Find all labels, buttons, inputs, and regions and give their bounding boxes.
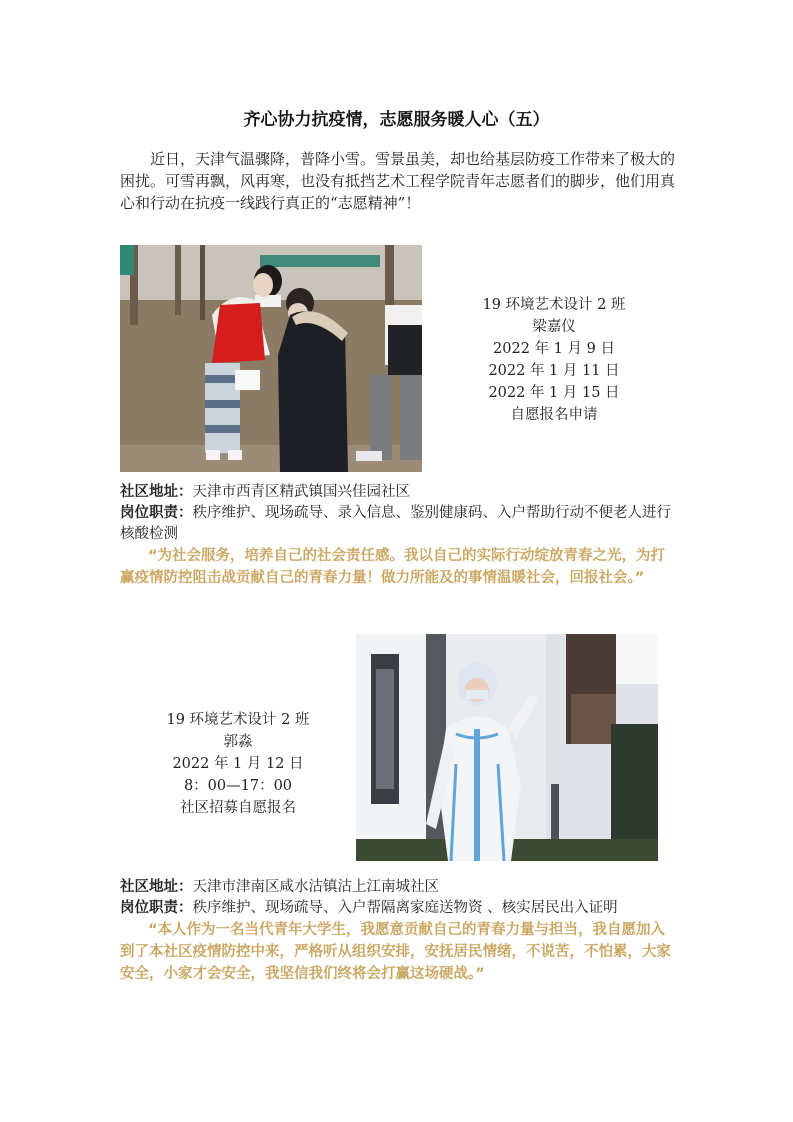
duty-label: 岗位职责：	[120, 505, 193, 521]
volunteer-name: 郭淼	[223, 734, 253, 750]
volunteer1-caption	[458, 294, 650, 426]
volunteer1-photo	[120, 245, 422, 472]
service-date: 2022 年 1 月 9 日	[493, 341, 615, 357]
address-label: 社区地址：	[120, 879, 193, 895]
volunteer1-info	[120, 482, 680, 545]
volunteer2-caption	[142, 709, 334, 819]
address-line	[120, 877, 680, 898]
volunteer1-quote: “为社会服务，培养自己的社会责任感。我以自己的实际行动绽放青春之光，为打赢疫情防控阻击战贡献自己的青春力量！做力所能及的事情温暖社会，回报社会。”	[120, 548, 666, 586]
service-date: 2022 年 1 月 12 日	[172, 756, 304, 772]
signup-method: 社区招募自愿报名	[180, 800, 296, 816]
volunteer2-quote: “本人作为一名当代青年大学生，我愿意贡献自己的青春力量与担当，我自愿加入到了本社区疫情防控中来，严格听从组织安排，安抚居民情绪，不说苦，不怕累，大家安全，小家才会安全，我坚信我们终将会打赢这场硬战。”	[120, 922, 671, 982]
volunteer2-info	[120, 877, 680, 919]
address-value: 天津市西青区精武镇国兴佳园社区	[192, 484, 410, 500]
signup-method: 自愿报名申请	[510, 407, 598, 423]
address-value: 天津市津南区咸水沽镇沽上江南城社区	[192, 879, 439, 895]
volunteer2-photo	[356, 634, 658, 861]
class-name: 19 环境艺术设计 2 班	[166, 712, 310, 728]
duty-value: 秩序维护、现场疏导、录入信息、鉴别健康码、入户帮助行动不便老人进行核酸检测	[120, 505, 671, 542]
intro-paragraph: 近日，天津气温骤降，普降小雪。雪景虽美，却也给基层防疫工作带来了极大的困扰。可雪再飘，风再寒，也没有抵挡艺术工程学院青年志愿者们的脚步，他们用真心和行动在抗疫一线践行真正的“志愿精神”！	[120, 150, 676, 212]
address-line	[120, 482, 680, 503]
duty-line	[120, 503, 680, 545]
class-name: 19 环境艺术设计 2 班	[482, 297, 626, 313]
service-time: 8：00—17：00	[183, 778, 293, 794]
volunteer-name: 梁嘉仪	[532, 319, 576, 335]
duty-label: 岗位职责：	[120, 900, 193, 916]
address-label: 社区地址：	[120, 484, 193, 500]
service-date: 2022 年 1 月 15 日	[488, 385, 620, 401]
duty-line	[120, 898, 680, 919]
page-title: 齐心协力抗疫情，志愿服务暖人心（五）	[243, 110, 550, 130]
service-date: 2022 年 1 月 11 日	[488, 363, 620, 379]
duty-value: 秩序维护、现场疏导、入户帮隔离家庭送物资 、核实居民出入证明	[192, 900, 618, 916]
